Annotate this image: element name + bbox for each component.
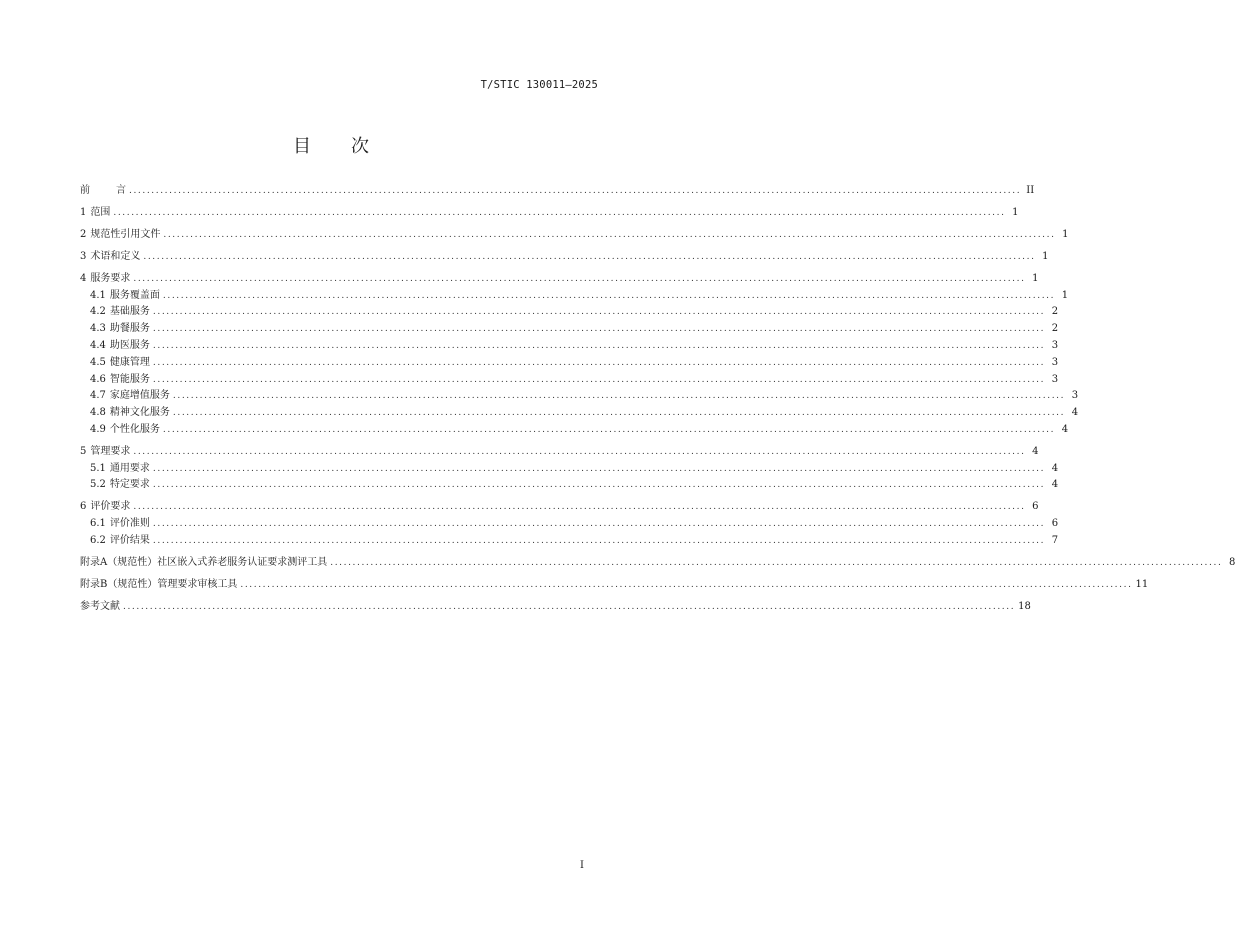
toc-entry[interactable] xyxy=(80,318,1059,335)
toc-entry-number: 1 xyxy=(80,206,87,218)
toc-entry-label xyxy=(80,579,237,591)
toc-leader-dots: ........................................................................................................................................................................................................ xyxy=(240,580,1133,591)
toc-entry-page: 1 xyxy=(1012,206,1019,218)
toc-entry-number: 4.3 xyxy=(90,323,106,335)
toc-entry-label xyxy=(80,229,160,241)
toc-entry-title: 智能服务 xyxy=(109,373,150,385)
toc-entry-number: 4.6 xyxy=(90,373,106,385)
toc-entry-title: 管理要求 xyxy=(90,445,131,457)
toc-entry-title: 服务覆盖面 xyxy=(109,289,160,301)
toc-entry-label xyxy=(90,463,150,475)
toc-entry-number: 4.9 xyxy=(90,423,106,435)
toc-entry-title: 通用要求 xyxy=(109,462,150,474)
toc-entry[interactable] xyxy=(80,369,1059,386)
toc-leader-dots: ........................................................................................................................................................................................................ xyxy=(152,307,1046,318)
toc-entry-page: 1 xyxy=(1042,250,1049,262)
toc-entry-label xyxy=(80,446,130,458)
toc-entry-label xyxy=(80,207,110,219)
toc-entry-title: 评价准则 xyxy=(109,518,150,530)
toc-entry[interactable] xyxy=(80,285,1069,302)
toc-leader-dots: ........................................................................................................................................................................................................ xyxy=(152,324,1046,335)
toc-entry-number: 5 xyxy=(80,445,87,457)
toc-entry-label xyxy=(90,479,150,491)
toc-entry[interactable] xyxy=(80,441,1039,458)
toc-leader-dots: ........................................................................................................................................................................................................ xyxy=(330,558,1223,569)
toc-entry-page: 3 xyxy=(1051,356,1059,368)
toc-entry-page: 4 xyxy=(1032,445,1039,457)
toc-entry-label xyxy=(80,251,140,263)
toc-entry[interactable] xyxy=(80,475,1059,492)
toc-entry-title: 服务要求 xyxy=(90,272,131,284)
toc-leader-dots: ........................................................................................................................................................................................................ xyxy=(133,502,1026,513)
toc-entry-label xyxy=(90,407,170,419)
toc-entry[interactable] xyxy=(80,268,1039,285)
toc-entry-title: 个性化服务 xyxy=(109,423,160,435)
toc-entry-label xyxy=(90,306,150,318)
toc-entry-label xyxy=(90,340,150,352)
toc-entry-number: 4.2 xyxy=(90,306,106,318)
toc-entry-title: 特定要求 xyxy=(109,479,150,491)
toc-entry-number: 5.2 xyxy=(90,479,106,491)
toc-entry-page: 3 xyxy=(1051,339,1059,351)
toc-entry-number: 2 xyxy=(80,228,87,240)
toc-entry-page: 6 xyxy=(1032,501,1039,513)
toc-entry-label xyxy=(90,374,150,386)
toc-entry-page: II xyxy=(1026,184,1035,196)
toc-entry[interactable] xyxy=(80,335,1059,352)
toc-entry-label xyxy=(90,535,150,547)
toc-entry-page: 3 xyxy=(1051,373,1059,385)
toc-entry[interactable] xyxy=(80,180,1035,197)
toc-entry[interactable] xyxy=(80,419,1069,436)
toc-entry-label xyxy=(90,290,160,302)
toc-entry-title: 规范性引用文件 xyxy=(90,228,161,240)
toc-leader-dots: ........................................................................................................................................................................................................ xyxy=(162,424,1056,435)
toc-entry[interactable] xyxy=(80,246,1049,263)
toc-entry-title: 助医服务 xyxy=(109,339,150,351)
document-code: T/STIC 130011—2025 xyxy=(480,79,598,91)
toc-entry-title: 参考文献 xyxy=(80,601,120,613)
toc-entry-title: 术语和定义 xyxy=(90,250,141,262)
toc-leader-dots: ........................................................................................................................................................................................................ xyxy=(123,602,1016,613)
toc-leader-dots: ........................................................................................................................................................................................................ xyxy=(172,408,1066,419)
toc-entry[interactable] xyxy=(80,530,1059,547)
toc-entry-number: 4 xyxy=(80,272,87,284)
toc-entry-page: 6 xyxy=(1051,518,1059,530)
toc-leader-dots: ........................................................................................................................................................................................................ xyxy=(113,207,1006,218)
toc-entry-page: 3 xyxy=(1071,390,1079,402)
toc-entry[interactable] xyxy=(80,552,1235,569)
toc-entry-label xyxy=(80,273,130,285)
toc-entry-page: 4 xyxy=(1051,462,1059,474)
toc-entry-number: 3 xyxy=(80,250,87,262)
toc-leader-dots: ........................................................................................................................................................................................................ xyxy=(152,536,1046,547)
toc-entry-label xyxy=(80,501,130,513)
toc-entry-title: 健康管理 xyxy=(109,356,150,368)
toc-entry[interactable] xyxy=(80,402,1079,419)
toc-entry-page: 7 xyxy=(1051,535,1059,547)
toc-entry[interactable] xyxy=(80,352,1059,369)
toc-leader-dots: ........................................................................................................................................................................................................ xyxy=(133,273,1026,284)
toc-leader-dots: ........................................................................................................................................................................................................ xyxy=(152,340,1046,351)
toc-entry-label xyxy=(90,323,150,335)
toc-entry-page: 2 xyxy=(1051,323,1059,335)
toc-entry-page: 1 xyxy=(1061,289,1069,301)
toc-leader-dots: ........................................................................................................................................................................................................ xyxy=(129,185,1022,196)
toc-entry-title: 评价要求 xyxy=(90,501,131,513)
toc-entry[interactable] xyxy=(80,497,1039,514)
toc-entry-title: 附录A（规范性）社区嵌入式养老服务认证要求测评工具 xyxy=(80,557,328,569)
toc-entry-title: 评价结果 xyxy=(109,535,150,547)
toc-entry-page: 18 xyxy=(1018,601,1031,613)
toc-entry-page: 4 xyxy=(1071,407,1079,419)
toc-entry[interactable] xyxy=(80,224,1069,241)
toc-entry-number: 4.5 xyxy=(90,356,106,368)
toc-entry[interactable] xyxy=(80,302,1059,319)
toc-leader-dots: ........................................................................................................................................................................................................ xyxy=(152,463,1046,474)
toc-leader-dots: ........................................................................................................................................................................................................ xyxy=(152,519,1046,530)
title-char-1: 目 xyxy=(293,136,311,157)
toc-leader-dots: ........................................................................................................................................................................................................ xyxy=(172,391,1066,402)
toc-entry[interactable] xyxy=(80,458,1059,475)
toc-entry-page: 11 xyxy=(1135,579,1149,591)
toc-entry[interactable] xyxy=(80,574,1149,591)
toc-entry[interactable] xyxy=(80,386,1079,403)
toc-entry-page: 1 xyxy=(1062,228,1069,240)
toc-entry-number: 6 xyxy=(80,501,87,513)
toc-leader-dots: ........................................................................................................................................................................................................ xyxy=(133,446,1026,457)
page-title xyxy=(0,132,662,158)
toc-entry-number: 6.2 xyxy=(90,535,106,547)
toc-entry-number: 4.1 xyxy=(90,289,106,301)
toc-leader-dots: ........................................................................................................................................................................................................ xyxy=(162,290,1056,301)
toc-entry-title: 附录B（规范性）管理要求审核工具 xyxy=(80,579,238,591)
page-footer-number: I xyxy=(580,860,584,871)
toc-entry-label: 前 言 xyxy=(80,184,126,196)
toc-entry-number: 4.8 xyxy=(90,407,106,419)
toc-entry[interactable] xyxy=(80,202,1019,219)
toc-entry-label xyxy=(90,390,170,402)
toc-entry-label xyxy=(80,557,327,569)
toc-entry-label xyxy=(90,518,150,530)
toc-entry[interactable] xyxy=(80,596,1031,613)
toc-entry-number: 4.4 xyxy=(90,339,106,351)
toc-entry-page: 8 xyxy=(1229,557,1235,569)
toc-entry-title: 精神文化服务 xyxy=(109,407,170,419)
toc-entry-label xyxy=(90,357,150,369)
toc-entry-label xyxy=(80,601,120,613)
toc-entry-title: 助餐服务 xyxy=(109,323,150,335)
toc-entry-page: 4 xyxy=(1051,479,1059,491)
toc-leader-dots: ........................................................................................................................................................................................................ xyxy=(163,229,1056,240)
toc-entry-number: 4.7 xyxy=(90,390,106,402)
toc-leader-dots: ........................................................................................................................................................................................................ xyxy=(152,357,1046,368)
toc-leader-dots: ........................................................................................................................................................................................................ xyxy=(143,251,1036,262)
toc-entry-page: 1 xyxy=(1032,272,1039,284)
table-of-contents xyxy=(80,180,1235,613)
toc-leader-dots: ........................................................................................................................................................................................................ xyxy=(152,480,1046,491)
toc-entry-title: 家庭增值服务 xyxy=(109,390,170,402)
toc-entry[interactable] xyxy=(80,513,1059,530)
toc-entry-number: 6.1 xyxy=(90,518,106,530)
title-char-2: 次 xyxy=(351,136,369,157)
toc-entry-title: 范围 xyxy=(90,206,111,218)
toc-entry-title: 基础服务 xyxy=(109,306,150,318)
toc-entry-page: 2 xyxy=(1051,306,1059,318)
toc-entry-label xyxy=(90,424,160,436)
toc-entry-page: 4 xyxy=(1061,423,1069,435)
toc-leader-dots: ........................................................................................................................................................................................................ xyxy=(152,374,1046,385)
toc-entry-number: 5.1 xyxy=(90,462,106,474)
